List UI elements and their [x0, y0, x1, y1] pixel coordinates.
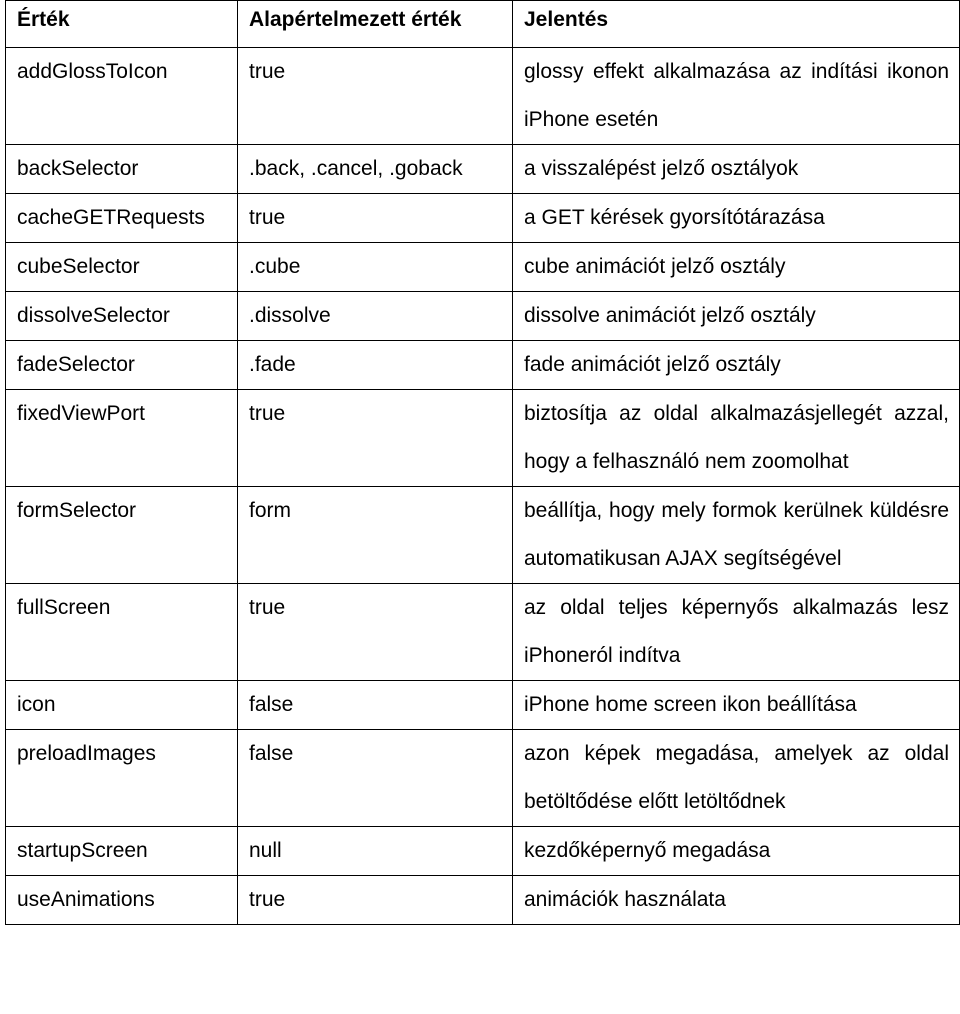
option-default: .cube — [238, 243, 513, 292]
option-default: true — [238, 194, 513, 243]
header-value: Érték — [6, 1, 238, 48]
option-name: addGlossToIcon — [6, 48, 238, 145]
option-meaning: dissolve animációt jelző osztály — [513, 292, 960, 341]
option-name: preloadImages — [6, 730, 238, 827]
table-row — [6, 194, 960, 243]
option-default: true — [238, 876, 513, 925]
option-meaning: cube animációt jelző osztály — [513, 243, 960, 292]
option-default: null — [238, 827, 513, 876]
table-row — [6, 341, 960, 390]
option-default: true — [238, 584, 513, 681]
option-name: fixedViewPort — [6, 390, 238, 487]
option-meaning: a GET kérések gyorsítótárazása — [513, 194, 960, 243]
option-default: .fade — [238, 341, 513, 390]
option-meaning: iPhone home screen ikon beállítása — [513, 681, 960, 730]
option-name: icon — [6, 681, 238, 730]
option-name: dissolveSelector — [6, 292, 238, 341]
option-default: .dissolve — [238, 292, 513, 341]
header-meaning: Jelentés — [513, 1, 960, 48]
header-row — [6, 1, 960, 48]
option-default: form — [238, 487, 513, 584]
table-row — [6, 681, 960, 730]
option-meaning: azon képek megadása, amelyek az oldal betöltődése előtt letöltődnek — [513, 730, 960, 827]
option-name: cubeSelector — [6, 243, 238, 292]
option-name: startupScreen — [6, 827, 238, 876]
option-default: true — [238, 48, 513, 145]
table-row — [6, 48, 960, 145]
table-row — [6, 145, 960, 194]
option-default: .back, .cancel, .goback — [238, 145, 513, 194]
options-table — [5, 0, 960, 925]
option-meaning: fade animációt jelző osztály — [513, 341, 960, 390]
option-name: formSelector — [6, 487, 238, 584]
option-meaning: biztosítja az oldal alkalmazásjellegét azzal, hogy a felhasználó nem zoomolhat — [513, 390, 960, 487]
table-row — [6, 390, 960, 487]
option-meaning: glossy effekt alkalmazása az indítási ikonon iPhone esetén — [513, 48, 960, 145]
option-meaning: kezdőképernyő megadása — [513, 827, 960, 876]
table-row — [6, 584, 960, 681]
option-name: cacheGETRequests — [6, 194, 238, 243]
option-meaning: az oldal teljes képernyős alkalmazás lesz iPhoneról indítva — [513, 584, 960, 681]
option-meaning: animációk használata — [513, 876, 960, 925]
table-row — [6, 827, 960, 876]
table-row — [6, 487, 960, 584]
table-row — [6, 730, 960, 827]
option-name: fadeSelector — [6, 341, 238, 390]
table-row — [6, 243, 960, 292]
table-row — [6, 292, 960, 341]
option-default: false — [238, 730, 513, 827]
option-meaning: a visszalépést jelző osztályok — [513, 145, 960, 194]
option-name: backSelector — [6, 145, 238, 194]
option-default: false — [238, 681, 513, 730]
option-default: true — [238, 390, 513, 487]
option-meaning: beállítja, hogy mely formok kerülnek küldésre automatikusan AJAX segítségével — [513, 487, 960, 584]
header-default-value: Alapértelmezett érték — [238, 1, 513, 48]
option-name: useAnimations — [6, 876, 238, 925]
table-row — [6, 876, 960, 925]
option-name: fullScreen — [6, 584, 238, 681]
